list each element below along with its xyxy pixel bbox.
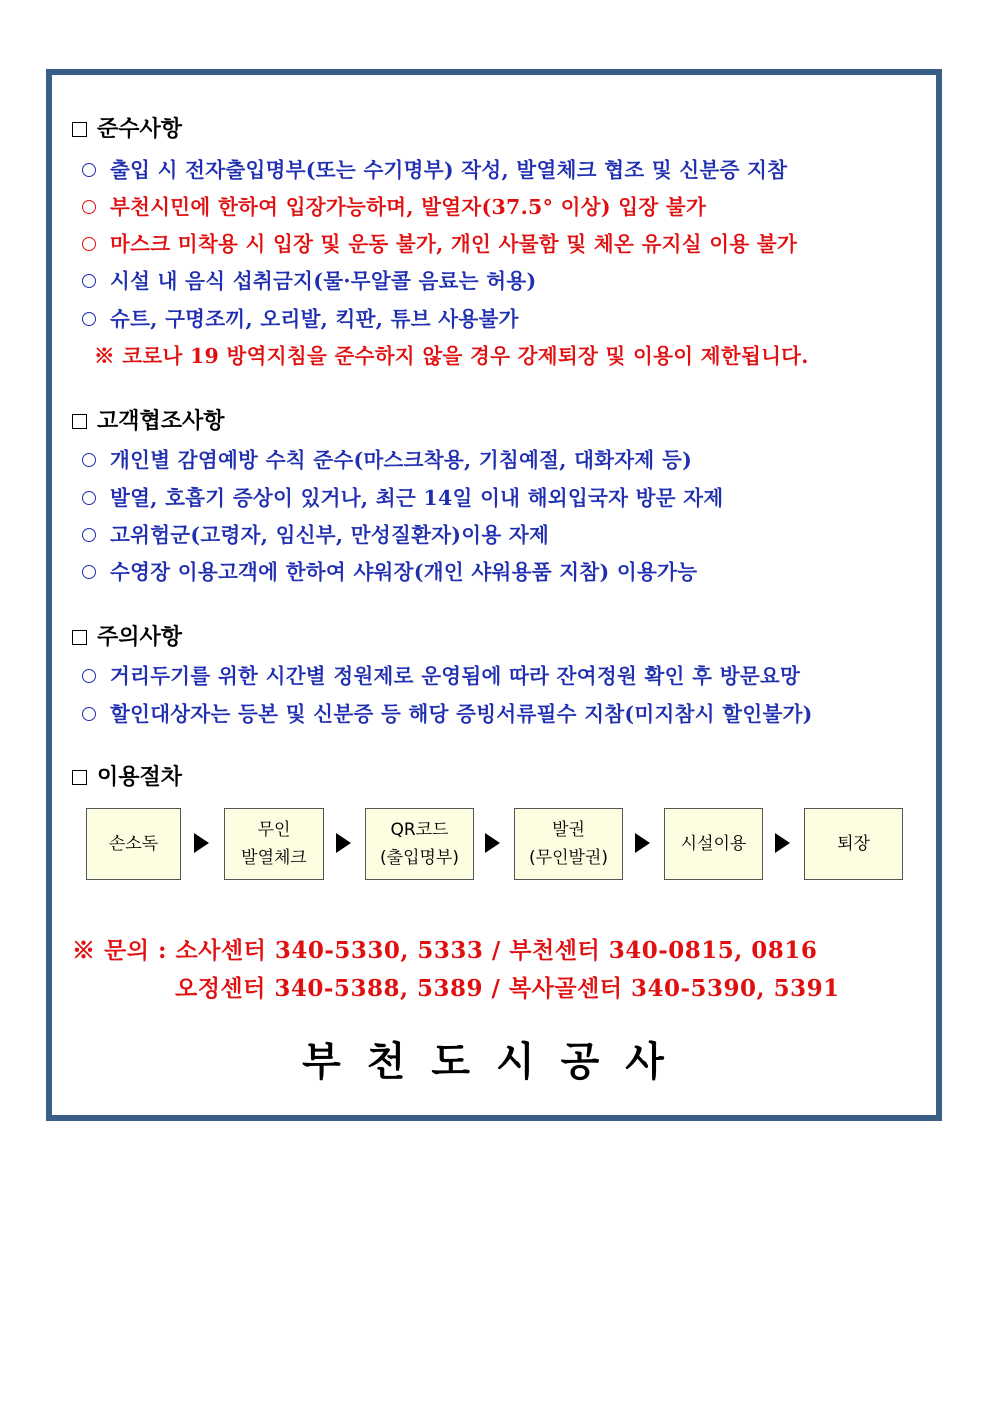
procedure-step-ticketing: 발권 (무인발권): [514, 808, 623, 880]
procedure-step-facility-use: 시설이용: [664, 808, 763, 880]
arrow-right-icon: [194, 833, 209, 853]
checkbox-square-icon: [72, 122, 87, 137]
circle-bullet-icon: [82, 707, 96, 721]
circle-bullet-icon: [82, 200, 96, 214]
section-title-compliance: 준수사항: [72, 112, 182, 143]
checkbox-square-icon: [72, 414, 87, 429]
contact-line-2: 오정센터 340-5388, 5389 / 복사골센터 340-5390, 5391: [175, 975, 840, 1002]
circle-bullet-icon: [82, 163, 96, 177]
list-item: 개인별 감염예방 수칙 준수(마스크착용, 기침예절, 대화자제 등): [82, 443, 692, 473]
circle-bullet-icon: [82, 312, 96, 326]
organization-name: 부천도시공사: [302, 1039, 690, 1085]
list-item: 부천시민에 한하여 입장가능하며, 발열자(37.5° 이상) 입장 불가: [82, 190, 706, 220]
circle-bullet-icon: [82, 669, 96, 683]
list-item: 발열, 호흡기 증상이 있거나, 최근 14일 이내 해외입국자 방문 자제: [82, 481, 724, 511]
list-item: 출입 시 전자출입명부(또는 수기명부) 작성, 발열체크 협조 및 신분증 지참: [82, 153, 787, 183]
section-title-cooperation: 고객협조사항: [72, 404, 225, 435]
covid-warning-note: ※ 코로나 19 방역지침을 준수하지 않을 경우 강제퇴장 및 이용이 제한됩니다.: [94, 344, 809, 368]
circle-bullet-icon: [82, 237, 96, 251]
section-title-caution: 주의사항: [72, 620, 182, 651]
list-item: 고위험군(고령자, 임신부, 만성질환자)이용 자제: [82, 518, 549, 548]
list-item: 수영장 이용고객에 한하여 샤워장(개인 샤워용품 지참) 이용가능: [82, 555, 697, 585]
arrow-right-icon: [635, 833, 650, 853]
circle-bullet-icon: [82, 491, 96, 505]
arrow-right-icon: [336, 833, 351, 853]
procedure-step-exit: 퇴장: [804, 808, 903, 880]
procedure-step-fever-check: 무인 발열체크: [224, 808, 324, 880]
arrow-right-icon: [485, 833, 500, 853]
circle-bullet-icon: [82, 565, 96, 579]
section-title-procedure: 이용절차: [72, 760, 182, 791]
list-item: 슈트, 구명조끼, 오리발, 킥판, 튜브 사용불가: [82, 302, 519, 332]
list-item: 마스크 미착용 시 입장 및 운동 불가, 개인 사물함 및 체온 유지실 이용 불가: [82, 227, 797, 257]
checkbox-square-icon: [72, 630, 87, 645]
list-item: 거리두기를 위한 시간별 정원제로 운영됨에 따라 잔여정원 확인 후 방문요망: [82, 659, 800, 689]
checkbox-square-icon: [72, 770, 87, 785]
circle-bullet-icon: [82, 453, 96, 467]
list-item: 시설 내 음식 섭취금지(물·무알콜 음료는 허용): [82, 264, 536, 294]
arrow-right-icon: [775, 833, 790, 853]
contact-line-1: ※ 문의 : 소사센터 340-5330, 5333 / 부천센터 340-0815, 0816: [72, 937, 818, 964]
list-item: 할인대상자는 등본 및 신분증 등 해당 증빙서류필수 지참(미지참시 할인불가): [82, 697, 813, 727]
procedure-step-sanitize: 손소독: [86, 808, 181, 880]
circle-bullet-icon: [82, 274, 96, 288]
procedure-step-qr-code: QR코드 (출입명부): [365, 808, 474, 880]
circle-bullet-icon: [82, 528, 96, 542]
